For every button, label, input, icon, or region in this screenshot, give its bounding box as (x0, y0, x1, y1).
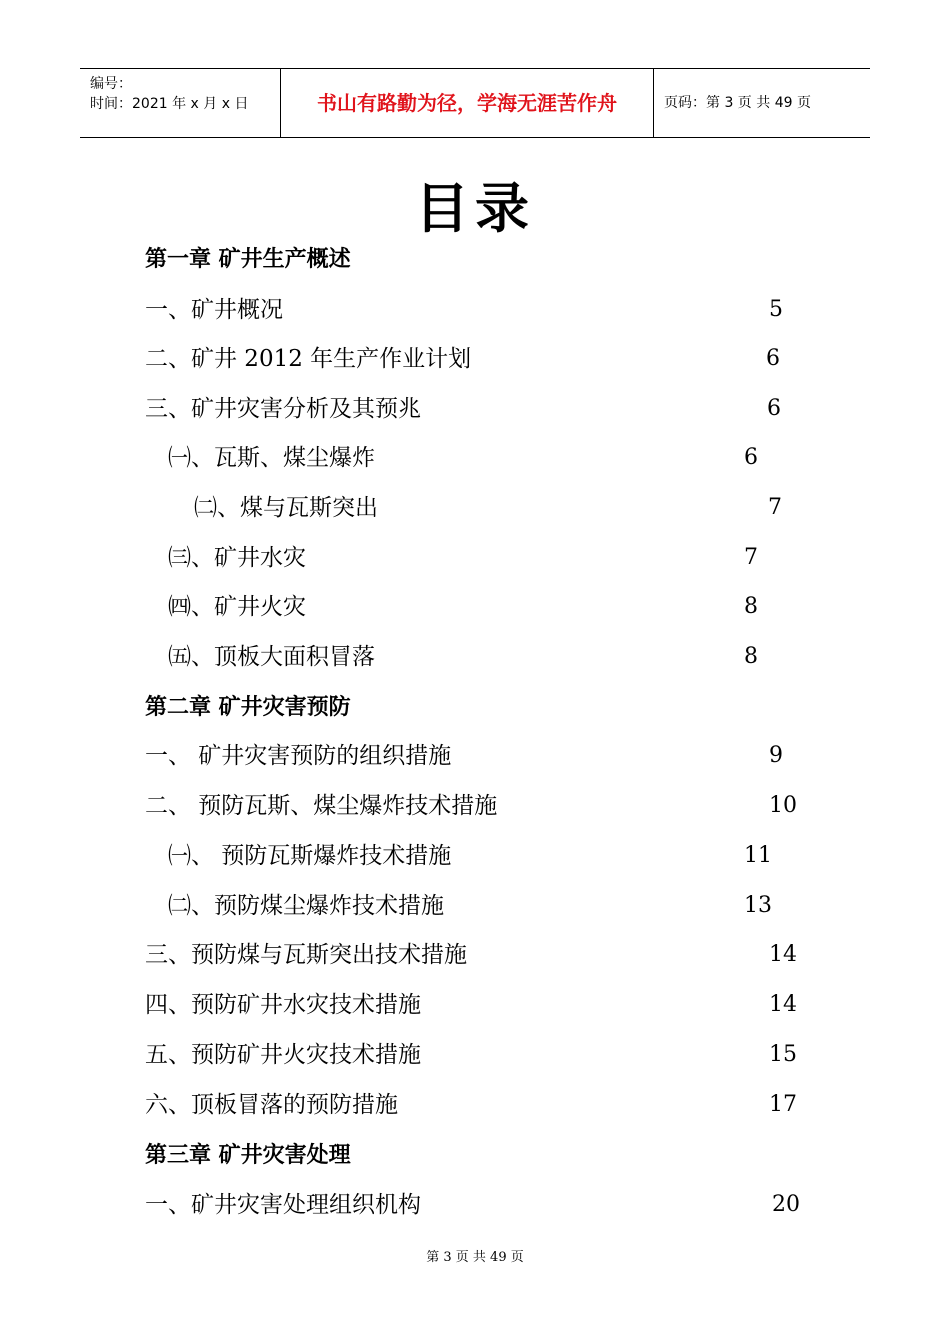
toc-page-number: 15 (769, 1042, 797, 1067)
toc-page-number: 7 (768, 495, 782, 520)
document-header (80, 68, 870, 138)
toc-chapter-1[interactable]: 第一章 矿井生产概述 (145, 247, 351, 272)
toc-entry[interactable]: 一、矿井灾害处理组织机构 (145, 1192, 421, 1218)
toc-page-number: 6 (767, 396, 781, 421)
page-footer: 第 3 页 共 49 页 (426, 1250, 524, 1265)
toc-page-number: 17 (769, 1092, 797, 1117)
toc-page-number: 14 (769, 942, 797, 967)
toc-entry[interactable]: 五、预防矿井火灾技术措施 (145, 1042, 421, 1068)
toc-entry[interactable]: ㈡、预防煤尘爆炸技术措施 (168, 893, 444, 919)
header-motto: 书山有路勤为径，学海无涯苦作舟 (281, 69, 654, 137)
toc-entry[interactable]: 二、 预防瓦斯、煤尘爆炸技术措施 (145, 793, 498, 819)
toc-page-number: 8 (744, 594, 758, 619)
toc-page-number: 14 (769, 992, 797, 1017)
toc-page-number: 10 (769, 793, 797, 818)
toc-page-number: 5 (769, 297, 783, 322)
header-info-cell (80, 69, 281, 137)
toc-page-number: 20 (772, 1192, 800, 1217)
toc-entry[interactable]: ㈠、瓦斯、煤尘爆炸 (168, 445, 375, 471)
toc-chapter-2[interactable]: 第二章 矿井灾害预防 (145, 695, 351, 720)
header-number-label: 编号： (90, 76, 132, 92)
toc-entry[interactable]: 六、顶板冒落的预防措施 (145, 1092, 398, 1118)
toc-entry[interactable]: 三、矿井灾害分析及其预兆 (145, 396, 421, 422)
page-title: 目录 (415, 176, 535, 240)
toc-entry[interactable]: ㈠、 预防瓦斯爆炸技术措施 (168, 843, 452, 869)
toc-page-number: 11 (744, 843, 772, 868)
toc-entry[interactable]: 一、 矿井灾害预防的组织措施 (145, 743, 452, 769)
toc-entry[interactable]: 二、矿井 2012 年生产作业计划 (145, 346, 472, 372)
toc-page-number: 13 (744, 893, 772, 918)
toc-page-number: 9 (769, 743, 783, 768)
toc-entry[interactable]: ㈣、矿井火灾 (168, 594, 306, 620)
header-page-info: 页码：第 3 页 共 49 页 (664, 95, 811, 111)
toc-page-number: 8 (744, 644, 758, 669)
toc-entry[interactable]: 一、矿井概况 (145, 297, 283, 323)
toc-chapter-3[interactable]: 第三章 矿井灾害处理 (145, 1143, 351, 1168)
toc-entry[interactable]: 四、预防矿井水灾技术措施 (145, 992, 421, 1018)
toc-entry[interactable]: ㈡、煤与瓦斯突出 (194, 495, 378, 521)
toc-entry[interactable]: 三、预防煤与瓦斯突出技术措施 (145, 942, 467, 968)
toc-entry[interactable]: ㈢、矿井水灾 (168, 545, 306, 571)
toc-page-number: 6 (744, 445, 758, 470)
toc-page-number: 6 (766, 346, 780, 371)
header-time-label: 时间：2021 年 x 月 x 日 (90, 96, 249, 112)
toc-entry[interactable]: ㈤、顶板大面积冒落 (168, 644, 375, 670)
toc-page-number: 7 (744, 545, 758, 570)
